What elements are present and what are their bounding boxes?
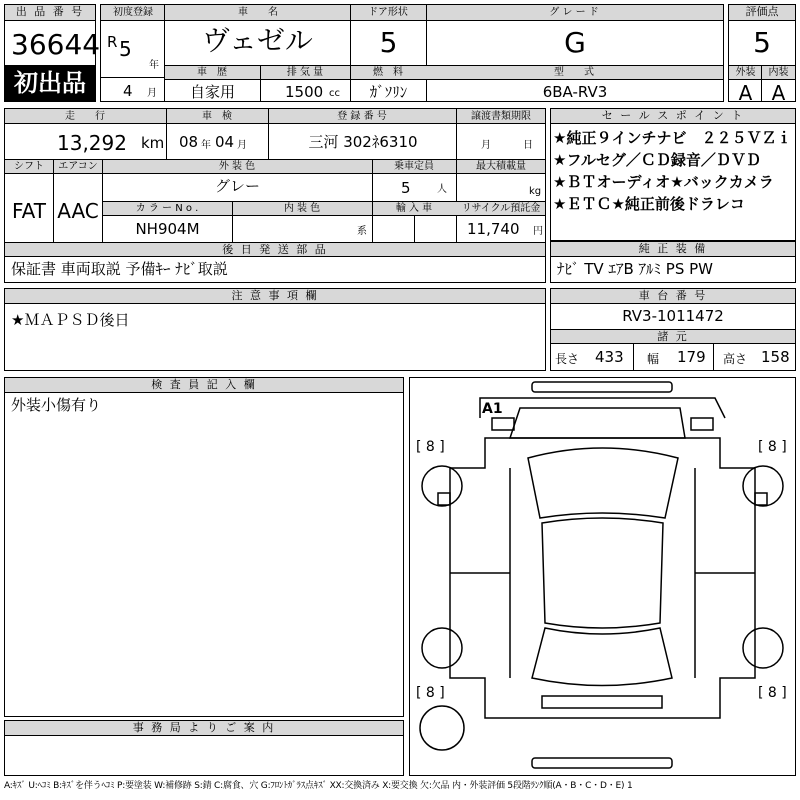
fuel-label: 燃 料 xyxy=(373,67,403,78)
lot-number: 36644 xyxy=(11,28,101,61)
interior-label: 内装 xyxy=(768,67,789,78)
height-label: 高さ xyxy=(723,352,748,366)
legend-text: A:ｷｽﾞ U:ﾍｺﾐ B:ｷｽﾞを伴うﾍｺﾐ P:要塗装 W:補修跡 S:錆 C:腐食、穴 G:ﾌﾛﾝﾄｶﾞﾗｽ点ｷｽﾞ XX:交換済み X:要交換 欠:欠品 内・外装評価 5段階ﾗﾝｸ順(A・B・C・D・E) 1 xyxy=(4,781,633,791)
recycle-label: リサイクル預託金 xyxy=(461,203,541,214)
score-box xyxy=(728,4,796,105)
tire-rear-left-shape xyxy=(422,628,462,668)
office-label: 事 務 局 よ り ご 案 内 xyxy=(5,721,403,736)
tire-rear-right-value: [ 8 ] xyxy=(758,685,787,701)
ext-color-label: 外 装 色 xyxy=(218,161,256,172)
inspector-label: 検 査 員 記 入 欄 xyxy=(5,378,403,393)
tire-front-right-shape xyxy=(743,466,783,506)
chassis-value: RV3-1011472 xyxy=(622,307,724,325)
tire-front-right-value: [ 8 ] xyxy=(758,439,787,455)
inspection-month-unit: 月 xyxy=(237,140,247,151)
width-label: 幅 xyxy=(647,352,660,366)
transfer-month-unit: 月 xyxy=(481,140,491,151)
genuine-equipment-box xyxy=(550,241,796,283)
notes-label: 注 意 事 項 欄 xyxy=(5,289,545,304)
rear-bumper-shape xyxy=(532,758,672,768)
sales-point-1: ★純正９インチナビ ２２５ＶＺｉ xyxy=(553,129,792,147)
displacement-value: 1500 xyxy=(285,83,324,101)
ext-color-value: グレー xyxy=(214,177,260,195)
notes-box xyxy=(4,288,546,371)
transfer-day-unit: 日 xyxy=(523,140,533,151)
car-diagram-svg xyxy=(410,378,795,775)
mileage-value: 13,292 xyxy=(57,131,127,155)
displacement-unit: cc xyxy=(329,88,340,99)
import-label: 輸 入 車 xyxy=(395,203,433,214)
capacity-value: 5 xyxy=(401,179,411,197)
aircon-value: AAC xyxy=(57,199,99,223)
sales-points-label: セ ー ル ス ポ イ ン ト xyxy=(551,109,795,124)
car-name-label: 車 名 xyxy=(238,7,278,18)
inspector-note: 外装小傷有り xyxy=(11,396,102,414)
history-label: 車 歴 xyxy=(197,67,227,78)
first-reg-era: R xyxy=(107,33,118,51)
registration-value: 三河 302ﾈ6310 xyxy=(308,133,418,151)
inspection-month: 04 xyxy=(215,133,235,151)
transfer-deadline-label: 譲渡書類期限 xyxy=(471,111,531,122)
chassis-label: 車 台 番 号 xyxy=(551,289,795,304)
fuel-value: ｶﾞｿﾘﾝ xyxy=(369,83,408,101)
interior-grade: A xyxy=(771,81,786,105)
aircon-label: エアコン xyxy=(58,161,98,172)
first-reg-label: 初度登録 xyxy=(113,7,153,18)
recycle-value: 11,740 xyxy=(467,220,520,238)
mileage-label: 走 行 xyxy=(65,111,105,122)
sales-point-4: ★ＥＴＣ★純正前後ドラレコ xyxy=(553,195,745,213)
color-no-value: NH904M xyxy=(135,220,200,238)
length-label: 長さ xyxy=(555,352,580,366)
exterior-label: 外装 xyxy=(735,67,756,78)
later-parts-label: 後 日 発 送 部 品 xyxy=(5,243,545,257)
width-value: 179 xyxy=(677,348,706,366)
vehicle-info-box xyxy=(100,4,724,102)
max-load-label: 最大積載量 xyxy=(476,161,526,172)
model-code-label: 型 式 xyxy=(554,67,594,78)
tire-front-left-shape xyxy=(422,466,462,506)
capacity-unit: 人 xyxy=(437,184,447,195)
later-parts-value: 保証書 車両取説 予備ｷｰ ﾅﾋﾞ取説 xyxy=(11,260,228,278)
damage-mark-a1: A1 xyxy=(482,401,503,417)
sales-points-box xyxy=(550,108,796,241)
notes-value: ★ＭＡＰＳＤ後日 xyxy=(11,311,130,329)
spare-tire-shape xyxy=(420,706,464,750)
first-reg-month-unit: 月 xyxy=(147,88,157,99)
lot-number-header: 出 品 番 号 xyxy=(5,5,95,21)
recycle-unit: 円 xyxy=(533,226,543,237)
mileage-unit: km xyxy=(141,134,165,152)
first-reg-year: 5 xyxy=(119,37,132,61)
chassis-box xyxy=(550,288,796,371)
inspector-box xyxy=(4,377,404,717)
registration-label: 登 録 番 号 xyxy=(337,111,387,122)
max-load-unit: kg xyxy=(529,186,542,197)
sales-point-3: ★ＢＴオーディオ★バックカメラ xyxy=(553,173,774,191)
genuine-equipment-label: 純 正 装 備 xyxy=(551,242,795,257)
exterior-grade: A xyxy=(738,81,753,105)
height-value: 158 xyxy=(761,348,790,366)
model-code-value: 6BA-RV3 xyxy=(542,83,608,101)
inspection-year-unit: 年 xyxy=(201,140,211,151)
score-value: 5 xyxy=(753,26,771,59)
rear-window-shape xyxy=(532,628,672,686)
tire-rear-left-value: [ 8 ] xyxy=(416,685,445,701)
first-reg-month: 4 xyxy=(123,82,133,100)
front-bumper-shape xyxy=(532,382,672,392)
history-value: 自家用 xyxy=(189,83,235,101)
sales-point-2: ★フルセグ／ＣＤ録音／ＤＶＤ xyxy=(553,151,761,169)
lot-number-box xyxy=(4,4,101,102)
int-color-unit: 系 xyxy=(357,226,367,237)
grade-label: グ レ ー ド xyxy=(549,7,599,18)
color-no-label: カ ラ ー N o . xyxy=(135,203,199,214)
car-name: ヴェゼル xyxy=(202,24,313,57)
door-value: 5 xyxy=(379,26,398,59)
length-value: 433 xyxy=(595,348,624,366)
first-listing-badge: 初出品 xyxy=(5,66,95,101)
int-color-label: 内 装 色 xyxy=(283,203,321,214)
details-table xyxy=(4,108,546,283)
grade-value: G xyxy=(564,26,586,59)
body-outline-shape xyxy=(450,438,755,718)
shift-label: シフト xyxy=(14,161,44,172)
first-reg-year-unit: 年 xyxy=(149,60,159,71)
inspection-year: 08 xyxy=(179,133,199,151)
car-diagram xyxy=(409,377,796,776)
genuine-equipment-value: ﾅﾋﾞ TV ｴｱB ｱﾙﾐ PS PW xyxy=(557,260,713,278)
office-box xyxy=(4,720,404,776)
shift-value: FAT xyxy=(11,199,46,223)
displacement-label: 排 気 量 xyxy=(286,67,324,78)
inspection-label: 車 検 xyxy=(202,111,232,122)
tire-front-left-value: [ 8 ] xyxy=(416,439,445,455)
specs-label: 諸 元 xyxy=(551,330,795,344)
roof-shape xyxy=(542,518,663,628)
tire-rear-right-shape xyxy=(743,628,783,668)
score-label: 評価点 xyxy=(729,5,795,21)
door-label: ドア形状 xyxy=(368,7,408,18)
windshield-shape xyxy=(528,448,678,518)
capacity-label: 乗車定員 xyxy=(394,161,434,172)
